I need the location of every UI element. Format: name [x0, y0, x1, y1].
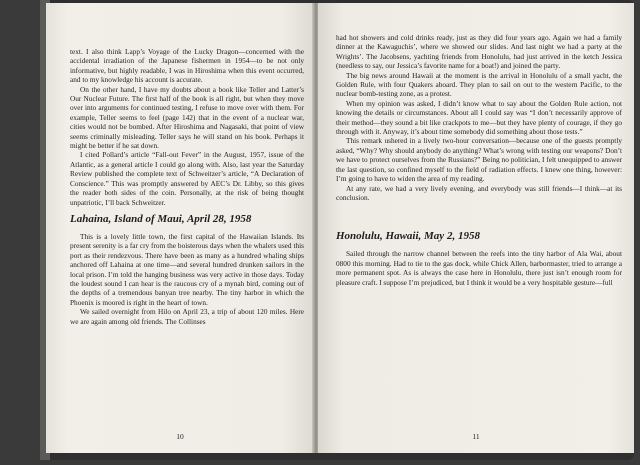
left-page-number: 10: [176, 432, 184, 441]
left-section-paragraph-1: This is a lovely little town, the first capital of the Hawaiian Islands. Its present serenity is a far cry from the boisterous days when the whalers used this port as their rendezvous. There have been as many as a hundred whaling ships anchored off Lahaina at one time—and several hundred drunken sailors in the local prison. I’m told the hanging business was very active in those days. Today the loudest sound I can hear is the raucous cry of a mynah bird, coming out of the depths of a tremendous banyan tree nearby. The tiny harbor in which the Phoenix is moored is right in the heart of town.: [70, 231, 304, 307]
right-paragraph-4: This remark ushered in a lively two-hour conversation—because one of the guests promptly asked, “Why? Why should anybody do anything? What’s wrong with testing our weapons? Don’t we have to protect ourselves from the Russians?” Being no politician, I felt unequipped to answer the last question, so confined myself to the field of radiation effects. I knew one thing, however: I’m going to have to widen the area of my reading.: [336, 136, 622, 184]
left-paragraph-2: On the other hand, I have my doubts about a book like Teller and Latter’s Our Nuclear Future. The first half of the book is all right, but when they move over into arguments for continued testing, I refuse to move over with them. For example, Teller seems to feel (page 142) that in the event of a nuclear war, cities would not be bombed. After Hiroshima and Nagasaki, that point of view seems criminally misleading. Teller says he will stand on his book. Perhaps it might be better if he sat down.: [70, 84, 304, 151]
left-section-heading: Lahaina, Island of Maui, April 28, 1958: [70, 212, 252, 225]
right-paragraph-3: When my opinion was asked, I didn’t know what to say about the Golden Rule action, not knowing the details or circumstances. About all I could say was “I don’t necessarily approve of their method—they sound a bit like crackpots to me—but they have plenty of courage, if they go through with it. Anyway, it’s about time somebody did something about those tests.”: [336, 98, 622, 137]
right-paragraph-5: At any rate, we had a very lively evening, and everybody was still friends—I think—at its conclusion.: [336, 183, 622, 202]
right-page-number: 11: [472, 432, 480, 441]
right-section-paragraph-1: Sailed through the narrow channel between the reefs into the tiny harbor of Ala Wai, about 0800 this morning. Had to tie to the gas dock, while Chick Allen, harbormaster, tried to arrange a more permanent spot. As is always the case here in Honolulu, there just isn’t enough room for pleasure craft. I suppose I’m prejudiced, but I think it would be a very hospitable gesture—full: [336, 249, 622, 287]
right-page: [318, 3, 634, 453]
right-section-heading: Honolulu, Hawaii, May 2, 1958: [336, 230, 480, 243]
left-paragraph-3: I cited Pollard’s article “Fall-out Fever” in the August, 1957, issue of the Atlantic, as a general article I could go along with. Also, last year the Saturday Review published the complete text of Schweitzer’s article, “A Declaration of Conscience.” This was promptly answered by AEC’s Dr. Libby, so this gives the reader both sides of the coin. Personally, at the risk of being thought unpatriotic, I’ll back Schweitzer.: [70, 150, 304, 207]
left-section-paragraph-2: We sailed overnight from Hilo on April 23, a trip of about 120 miles. Here we are again among old friends. The Collinses: [70, 307, 304, 326]
left-paragraph-1: text. I also think Lapp’s Voyage of the Lucky Dragon—concerned with the accidental irradiation of the Japanese fishermen in 1954—to be not only informative, but highly readable, I was in Hiroshima when this event occurred, and to my knowledge his account is accurate.: [70, 47, 304, 85]
right-paragraph-2: The big news around Hawaii at the moment is the arrival in Honolulu of a small yacht, the Golden Rule, with four Quakers aboard. They plan to sail on out to the western Pacific, to the nuclear bomb-testing zone, as a protest.: [336, 70, 622, 99]
left-page: [46, 3, 314, 453]
right-paragraph-1: had hot showers and cold drinks ready, just as they did four years ago. Again we had a family dinner at the Kawaguchis’, where we showed our slides. And last night we had a party at the Wrights’. The Jacobsens, yachting friends from Honolulu, had just arrived in the ketch Jessica (needless to say, our Jessica’s favorite name for a boat!) and joined the party.: [336, 33, 622, 71]
